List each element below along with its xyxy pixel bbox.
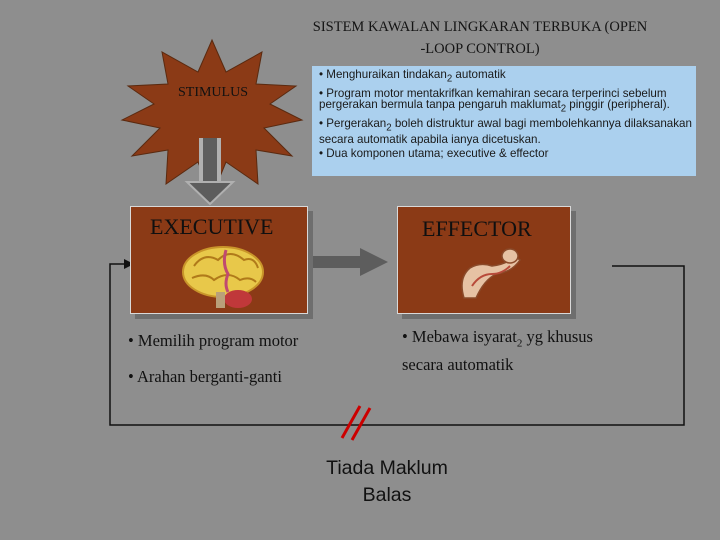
stimulus-label: STIMULUS	[177, 85, 248, 100]
loop-break-mark	[342, 406, 370, 440]
info-item: • Program motor mentakrifkan kemahiran secara terperinci sebelum pergerakan bermula tanpa pengaruh maklumat$_2$ pinggir (peripheral).	[319, 86, 670, 115]
info-item: • Pergerakan$_2$ boleh distruktur awal bagi membolehkannya dilaksanakan secara automatik apabila ianya dicetuskan.	[319, 117, 692, 146]
executive-point: • Arahan berganti-ganti	[128, 367, 282, 386]
no-feedback-label: Tiada Maklum Balas	[326, 457, 448, 506]
arm-muscle-icon	[458, 246, 522, 302]
executive-to-effector-arrow	[312, 248, 388, 276]
info-item: • Menghuraikan tindakan$_2$ automatik	[319, 68, 506, 85]
page-title: SISTEM KAWALAN LINGKARAN TERBUKA (OPEN -LOOP CONTROL)	[312, 19, 648, 57]
brain-icon	[180, 244, 266, 310]
info-item: • Dua komponen utama; executive & effector	[319, 147, 549, 161]
effector-label: EFFECTOR	[422, 216, 532, 241]
effector-point: • Mebawa isyarat$_2$ yg khusus secara automatik	[402, 327, 593, 375]
info-panel	[312, 66, 696, 176]
executive-point: • Memilih program motor	[128, 331, 299, 350]
executive-label: EXECUTIVE	[150, 214, 274, 239]
